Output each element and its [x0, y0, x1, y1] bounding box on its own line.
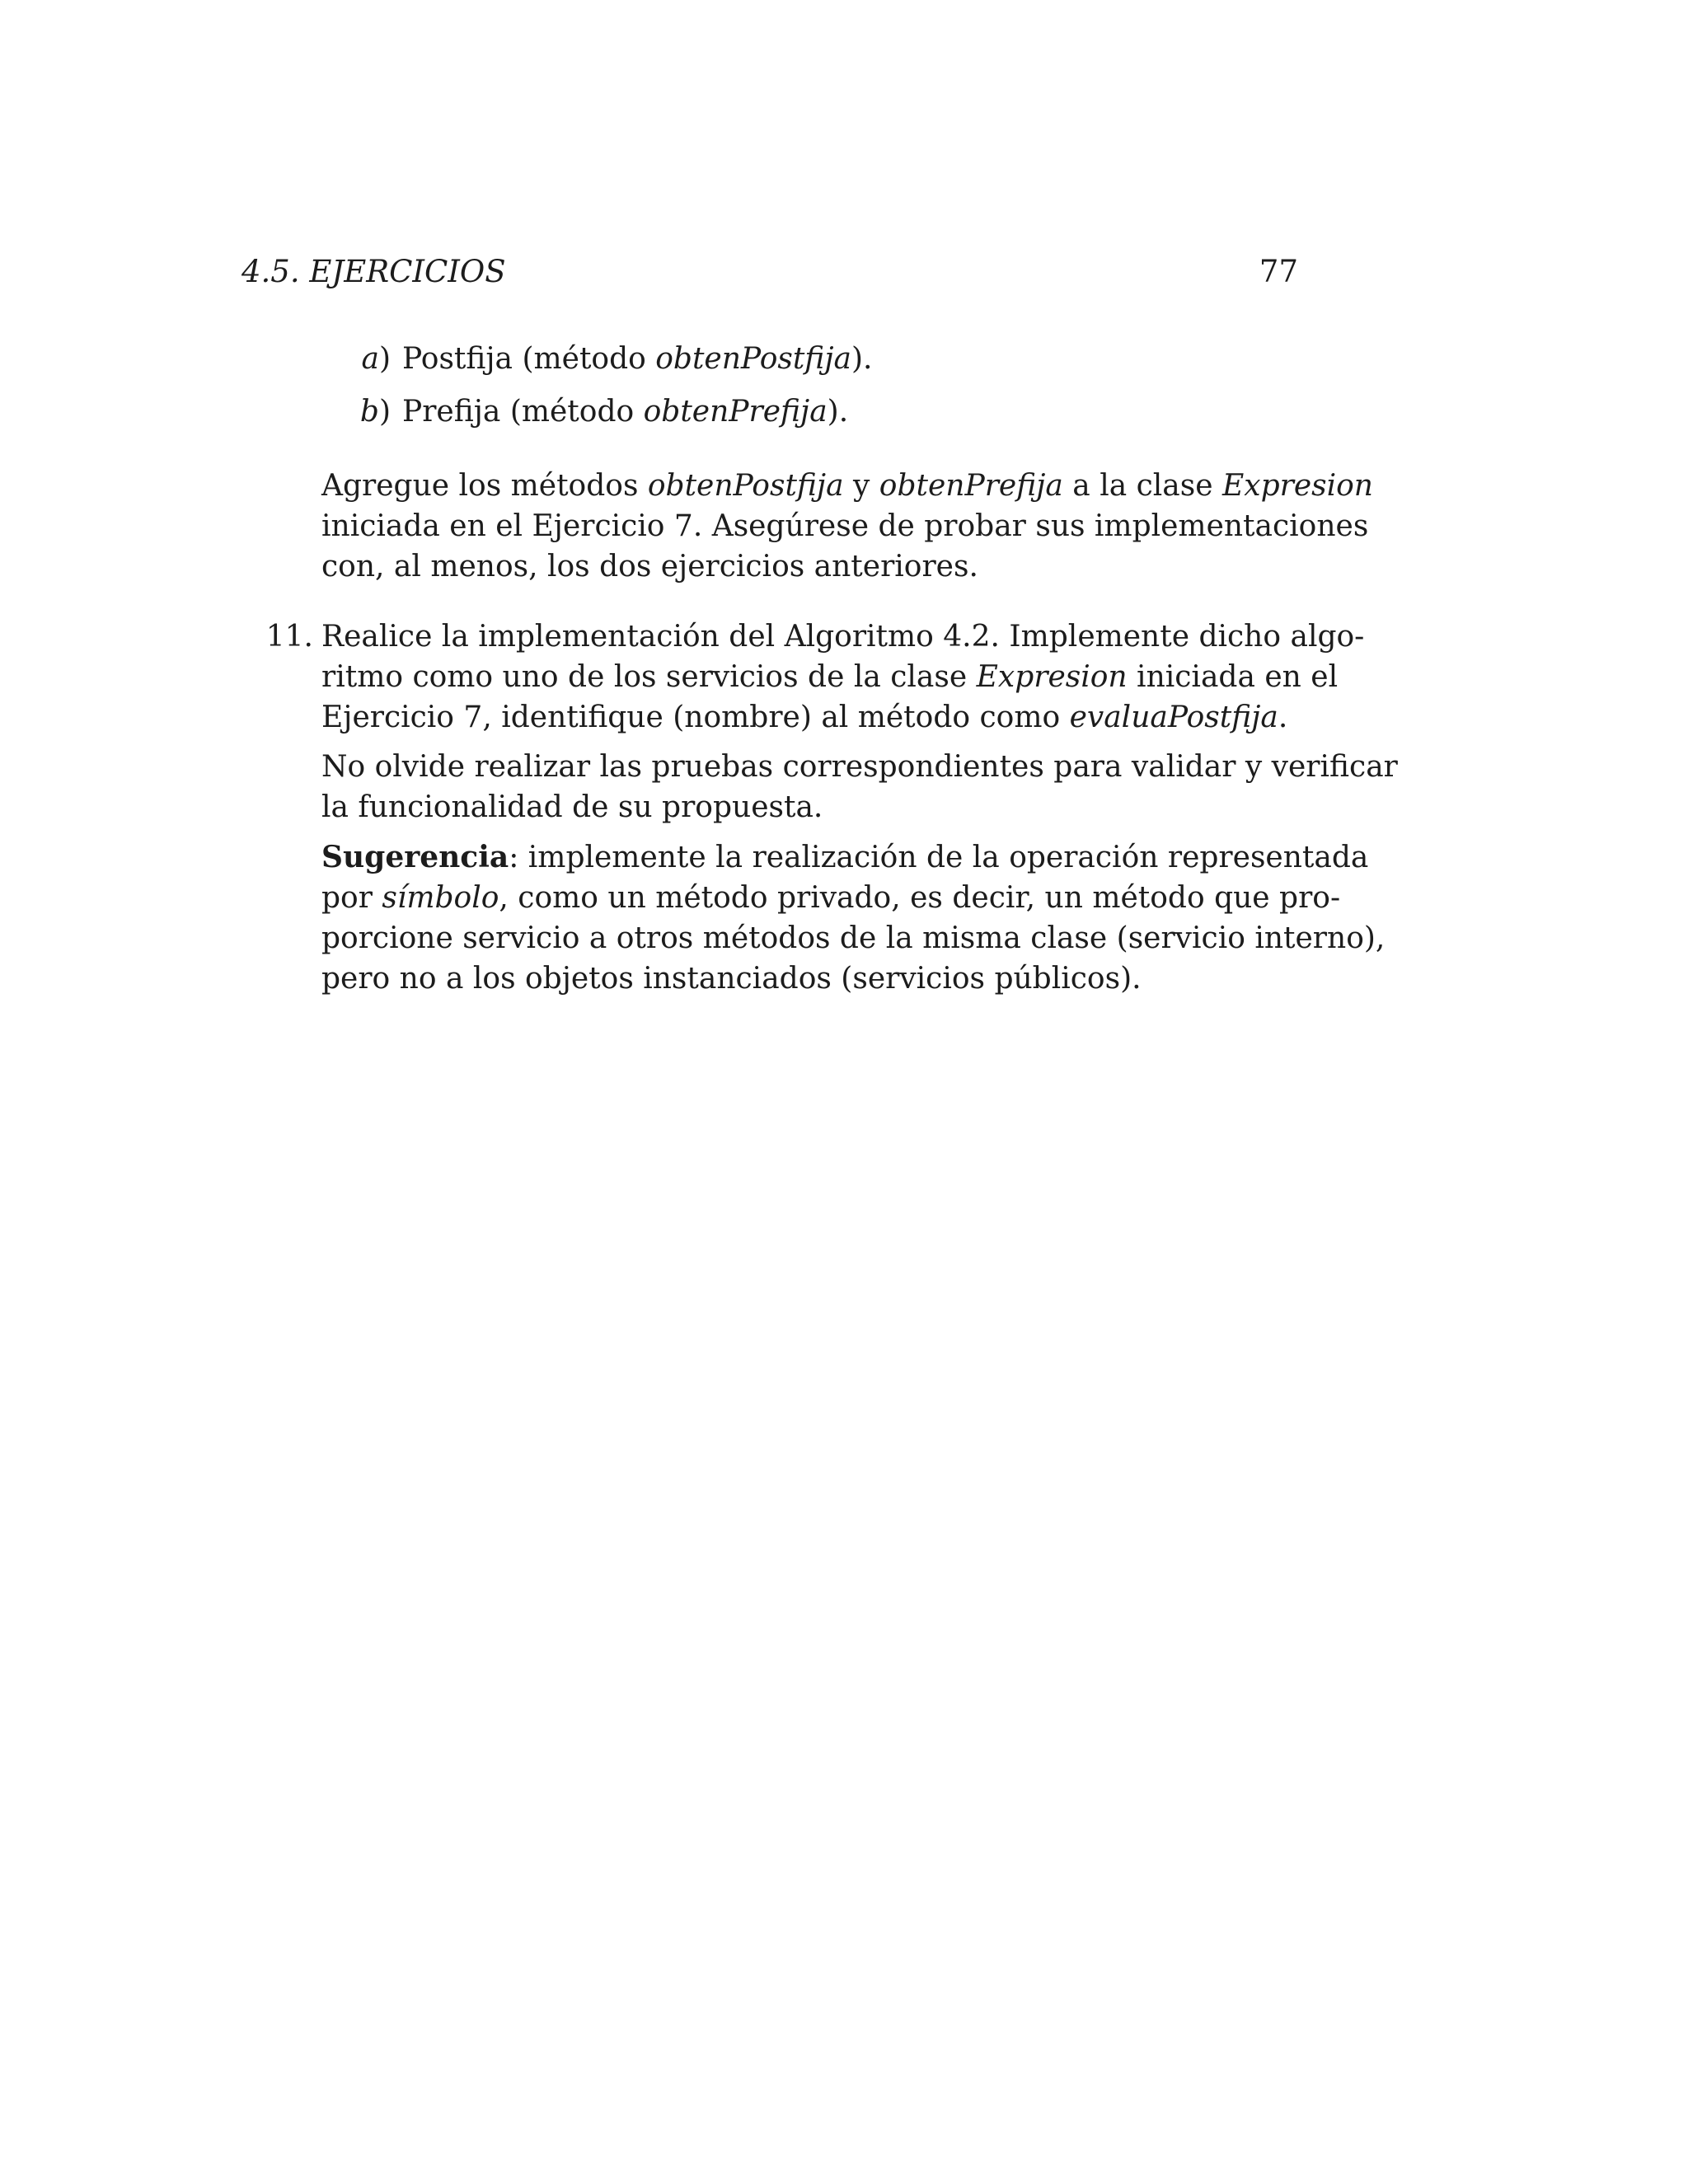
paragraph: No olvide realizar las pruebas correspondientes para validar y verificar la funcionalidad de su propuesta. — [321, 750, 1398, 824]
suggestion-label: Sugerencia — [321, 840, 509, 874]
list-item: a) Postfija (método obtenPostfija). — [321, 339, 1298, 379]
list-label: b) — [359, 395, 391, 429]
running-header — [241, 252, 1298, 292]
section-title: 4.5. EJERCICIOS — [241, 254, 506, 289]
paragraph: Realice la implementación del Algoritmo 4.2. Implemente dicho algo- ritmo como uno de los servicios de la clase Expresion iniciada en el Ejercicio 7, identifique (nombre) al método como evaluaPostfija. — [321, 620, 1365, 734]
page-number: 77 — [1259, 254, 1298, 289]
exercise-number: 11. — [265, 620, 313, 654]
list-item: b) Prefija (método obtenPrefija). — [321, 391, 1298, 432]
paragraph: Sugerencia: implemente la realización de la operación representada por símbolo, como un método privado, es decir, un método que pro- porcione servicio a otros métodos de la misma clase (servicio interno), pero no a los objetos instanciados (servicios públicos). — [321, 840, 1386, 996]
list-label: a) — [361, 342, 391, 376]
paragraph: Agregue los métodos obtenPostfija y obtenPrefija a la clase Expresion iniciada en el Ejercicio 7. Asegúrese de probar sus implementaciones con, al menos, los dos ejercicios anteriores. — [321, 469, 1373, 583]
